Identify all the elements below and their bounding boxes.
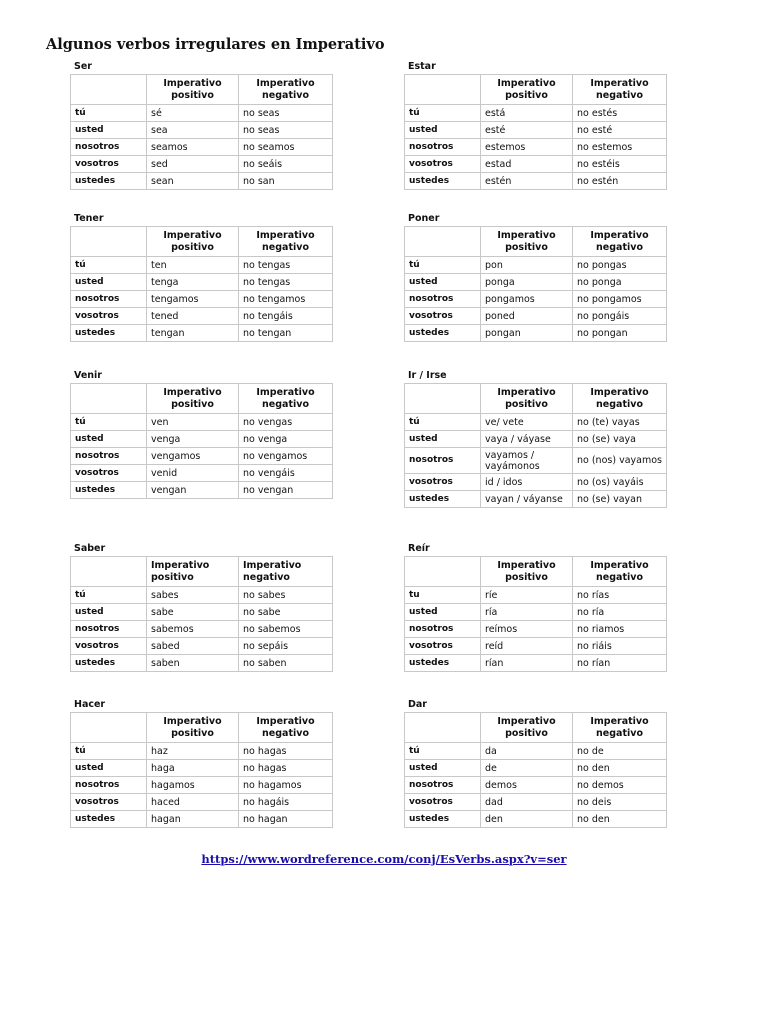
pronoun-cell: vosotros — [405, 638, 481, 655]
header-positive: Imperativo positivo — [481, 557, 573, 587]
header-positive: Imperativo positivo — [147, 227, 239, 257]
pronoun-cell: ustedes — [71, 173, 147, 190]
negative-form-cell: no hagan — [239, 811, 333, 828]
header-positive: Imperativo positivo — [481, 384, 573, 414]
header-empty-cell — [405, 227, 481, 257]
positive-form-cell: tenga — [147, 274, 239, 291]
table-row — [405, 638, 667, 655]
pronoun-cell: vosotros — [71, 308, 147, 325]
header-empty-cell — [405, 75, 481, 105]
header-negative: Imperativo negativo — [573, 75, 667, 105]
pronoun-cell: tú — [405, 743, 481, 760]
table-row — [71, 482, 333, 499]
table-row — [71, 448, 333, 465]
header-negative: Imperativo negativo — [239, 384, 333, 414]
positive-form-cell: reímos — [481, 621, 573, 638]
table-row — [405, 257, 667, 274]
pronoun-cell: vosotros — [71, 638, 147, 655]
table-row — [71, 431, 333, 448]
table-row — [71, 139, 333, 156]
negative-form-cell: no saben — [239, 655, 333, 672]
conjugation-table — [404, 556, 667, 672]
negative-form-cell: no esté — [573, 122, 667, 139]
positive-form-cell: vayan / váyanse — [481, 491, 573, 508]
pronoun-cell: tú — [71, 587, 147, 604]
positive-form-cell: hagan — [147, 811, 239, 828]
pronoun-cell: ustedes — [405, 655, 481, 672]
page-title: Algunos verbos irregulares en Imperativo — [46, 36, 385, 53]
header-negative: Imperativo negativo — [573, 384, 667, 414]
table-row — [405, 308, 667, 325]
verb-name: Estar — [408, 61, 436, 72]
pronoun-cell: usted — [71, 431, 147, 448]
positive-form-cell: venid — [147, 465, 239, 482]
pronoun-cell: nosotros — [71, 621, 147, 638]
verb-name: Tener — [74, 213, 104, 224]
table-row — [405, 325, 667, 342]
header-negative: Imperativo negativo — [573, 227, 667, 257]
negative-form-cell: no sabe — [239, 604, 333, 621]
negative-form-cell: no de — [573, 743, 667, 760]
pronoun-cell: nosotros — [405, 291, 481, 308]
pronoun-cell: tú — [405, 257, 481, 274]
positive-form-cell: sed — [147, 156, 239, 173]
verb-name: Ir / Irse — [408, 370, 447, 381]
header-positive: Imperativo positivo — [147, 384, 239, 414]
header-negative: Imperativo negativo — [239, 713, 333, 743]
positive-form-cell: ve/ vete — [481, 414, 573, 431]
pronoun-cell: vosotros — [405, 156, 481, 173]
header-negative: Imperativo negativo — [239, 557, 333, 587]
negative-form-cell: no tengáis — [239, 308, 333, 325]
pronoun-cell: nosotros — [71, 139, 147, 156]
negative-form-cell: no riamos — [573, 621, 667, 638]
positive-form-cell: tengan — [147, 325, 239, 342]
negative-form-cell: no hagas — [239, 743, 333, 760]
negative-form-cell: no vengamos — [239, 448, 333, 465]
table-row — [405, 474, 667, 491]
positive-form-cell: estemos — [481, 139, 573, 156]
positive-form-cell: sabed — [147, 638, 239, 655]
pronoun-cell: tú — [71, 105, 147, 122]
positive-form-cell: sea — [147, 122, 239, 139]
verb-block — [70, 369, 332, 499]
negative-form-cell: no den — [573, 760, 667, 777]
negative-form-cell: no tengamos — [239, 291, 333, 308]
positive-form-cell: haz — [147, 743, 239, 760]
verb-block — [404, 542, 666, 672]
table-header-row — [71, 227, 333, 257]
table-row — [405, 431, 667, 448]
verb-name: Saber — [74, 543, 106, 554]
negative-form-cell: no san — [239, 173, 333, 190]
pronoun-cell: nosotros — [405, 621, 481, 638]
table-header-row — [71, 557, 333, 587]
table-row — [71, 777, 333, 794]
negative-form-cell: no demos — [573, 777, 667, 794]
table-header-row — [405, 384, 667, 414]
table-header-row — [405, 227, 667, 257]
positive-form-cell: sabemos — [147, 621, 239, 638]
negative-form-cell: no seáis — [239, 156, 333, 173]
table-header-row — [405, 75, 667, 105]
pronoun-cell: vosotros — [71, 156, 147, 173]
table-row — [71, 308, 333, 325]
verb-block — [70, 698, 332, 828]
pronoun-cell: tú — [71, 257, 147, 274]
pronoun-cell: nosotros — [405, 777, 481, 794]
pronoun-cell: nosotros — [71, 291, 147, 308]
table-row — [71, 257, 333, 274]
positive-form-cell: ría — [481, 604, 573, 621]
table-row — [71, 274, 333, 291]
positive-form-cell: dad — [481, 794, 573, 811]
pronoun-cell: nosotros — [71, 777, 147, 794]
positive-form-cell: estén — [481, 173, 573, 190]
table-header-row — [405, 713, 667, 743]
pronoun-cell: usted — [71, 760, 147, 777]
header-empty-cell — [71, 75, 147, 105]
positive-form-cell: sean — [147, 173, 239, 190]
table-row — [71, 465, 333, 482]
table-row — [405, 794, 667, 811]
table-row — [405, 655, 667, 672]
positive-form-cell: saben — [147, 655, 239, 672]
negative-form-cell: no estés — [573, 105, 667, 122]
table-header-row — [405, 557, 667, 587]
table-row — [405, 139, 667, 156]
pronoun-cell: vosotros — [405, 794, 481, 811]
header-positive: Imperativo positivo — [481, 75, 573, 105]
negative-form-cell: no tengas — [239, 274, 333, 291]
negative-form-cell: no (se) vaya — [573, 431, 667, 448]
pronoun-cell: tú — [71, 414, 147, 431]
pronoun-cell: vosotros — [405, 474, 481, 491]
verb-name: Venir — [74, 370, 102, 381]
positive-form-cell: tened — [147, 308, 239, 325]
negative-form-cell: no rías — [573, 587, 667, 604]
verb-block — [404, 60, 666, 190]
positive-form-cell: poned — [481, 308, 573, 325]
positive-form-cell: sé — [147, 105, 239, 122]
pronoun-cell: usted — [405, 760, 481, 777]
verb-name: Dar — [408, 699, 427, 710]
verb-block — [404, 212, 666, 342]
negative-form-cell: no rían — [573, 655, 667, 672]
negative-form-cell: no sepáis — [239, 638, 333, 655]
negative-form-cell: no hagáis — [239, 794, 333, 811]
table-row — [405, 173, 667, 190]
negative-form-cell: no venga — [239, 431, 333, 448]
verb-name: Hacer — [74, 699, 106, 710]
header-empty-cell — [405, 713, 481, 743]
header-empty-cell — [71, 384, 147, 414]
conjugation-table — [404, 74, 667, 190]
pronoun-cell: nosotros — [71, 448, 147, 465]
negative-form-cell: no vengas — [239, 414, 333, 431]
positive-form-cell: esté — [481, 122, 573, 139]
negative-form-cell: no deis — [573, 794, 667, 811]
negative-form-cell: no estemos — [573, 139, 667, 156]
negative-form-cell: no sabemos — [239, 621, 333, 638]
pronoun-cell: vosotros — [71, 465, 147, 482]
header-empty-cell — [71, 227, 147, 257]
pronoun-cell: ustedes — [71, 811, 147, 828]
verb-name: Reír — [408, 543, 430, 554]
header-positive: Imperativo positivo — [481, 713, 573, 743]
pronoun-cell: vosotros — [71, 794, 147, 811]
header-empty-cell — [405, 557, 481, 587]
table-row — [71, 105, 333, 122]
header-negative: Imperativo negativo — [239, 227, 333, 257]
pronoun-cell: usted — [71, 604, 147, 621]
table-row — [405, 491, 667, 508]
table-row — [405, 587, 667, 604]
positive-form-cell: rían — [481, 655, 573, 672]
positive-form-cell: vaya / váyase — [481, 431, 573, 448]
pronoun-cell: ustedes — [405, 325, 481, 342]
negative-form-cell: no (os) vayáis — [573, 474, 667, 491]
header-positive: Imperativo positivo — [147, 75, 239, 105]
table-row — [71, 638, 333, 655]
negative-form-cell: no seas — [239, 105, 333, 122]
positive-form-cell: tengamos — [147, 291, 239, 308]
pronoun-cell: usted — [71, 122, 147, 139]
table-row — [71, 325, 333, 342]
negative-form-cell: no (te) vayas — [573, 414, 667, 431]
pronoun-cell: ustedes — [71, 325, 147, 342]
pronoun-cell: usted — [405, 431, 481, 448]
negative-form-cell: no pongas — [573, 257, 667, 274]
positive-form-cell: de — [481, 760, 573, 777]
table-row — [405, 274, 667, 291]
table-row — [71, 621, 333, 638]
verb-name: Poner — [408, 213, 440, 224]
verb-block — [404, 698, 666, 828]
negative-form-cell: no (se) vayan — [573, 491, 667, 508]
positive-form-cell: está — [481, 105, 573, 122]
positive-form-cell: pongan — [481, 325, 573, 342]
positive-form-cell: vengamos — [147, 448, 239, 465]
table-row — [71, 156, 333, 173]
verb-name: Ser — [74, 61, 92, 72]
positive-form-cell: sabes — [147, 587, 239, 604]
conjugation-table — [70, 712, 333, 828]
header-positive: Imperativo positivo — [481, 227, 573, 257]
header-negative: Imperativo negativo — [239, 75, 333, 105]
pronoun-cell: ustedes — [405, 491, 481, 508]
positive-form-cell: sabe — [147, 604, 239, 621]
positive-form-cell: ven — [147, 414, 239, 431]
positive-form-cell: vengan — [147, 482, 239, 499]
pronoun-cell: ustedes — [405, 811, 481, 828]
table-row — [71, 173, 333, 190]
table-row — [405, 743, 667, 760]
negative-form-cell: no tengas — [239, 257, 333, 274]
negative-form-cell: no tengan — [239, 325, 333, 342]
negative-form-cell: no vengáis — [239, 465, 333, 482]
pronoun-cell: usted — [71, 274, 147, 291]
verb-block — [70, 212, 332, 342]
pronoun-cell: usted — [405, 122, 481, 139]
table-row — [405, 105, 667, 122]
negative-form-cell: no estén — [573, 173, 667, 190]
positive-form-cell: haga — [147, 760, 239, 777]
positive-form-cell: venga — [147, 431, 239, 448]
positive-form-cell: id / idos — [481, 474, 573, 491]
verb-block — [70, 60, 332, 190]
pronoun-cell: tú — [405, 414, 481, 431]
pronoun-cell: tu — [405, 587, 481, 604]
conjugation-table — [70, 226, 333, 342]
table-row — [71, 655, 333, 672]
pronoun-cell: vosotros — [405, 308, 481, 325]
positive-form-cell: reíd — [481, 638, 573, 655]
conjugation-table — [404, 383, 667, 508]
conjugation-table — [70, 74, 333, 190]
positive-form-cell: da — [481, 743, 573, 760]
source-link[interactable]: https://www.wordreference.com/conj/EsVerbs.aspx?v=ser — [201, 852, 567, 866]
positive-form-cell: vayamos / vayámonos — [481, 448, 573, 474]
conjugation-table — [404, 226, 667, 342]
table-row — [405, 621, 667, 638]
table-row — [71, 291, 333, 308]
positive-form-cell: haced — [147, 794, 239, 811]
pronoun-cell: tú — [405, 105, 481, 122]
verb-block — [70, 542, 332, 672]
table-row — [71, 794, 333, 811]
header-empty-cell — [405, 384, 481, 414]
table-row — [71, 811, 333, 828]
negative-form-cell: no vengan — [239, 482, 333, 499]
table-row — [71, 760, 333, 777]
pronoun-cell: ustedes — [405, 173, 481, 190]
negative-form-cell: no hagas — [239, 760, 333, 777]
table-row — [71, 604, 333, 621]
positive-form-cell: ríe — [481, 587, 573, 604]
table-row — [405, 122, 667, 139]
table-row — [405, 604, 667, 621]
verb-block — [404, 369, 666, 508]
pronoun-cell: nosotros — [405, 448, 481, 474]
negative-form-cell: no sabes — [239, 587, 333, 604]
pronoun-cell: ustedes — [71, 482, 147, 499]
header-negative: Imperativo negativo — [573, 713, 667, 743]
table-row — [405, 414, 667, 431]
negative-form-cell: no seas — [239, 122, 333, 139]
pronoun-cell: usted — [405, 604, 481, 621]
table-header-row — [71, 384, 333, 414]
table-row — [71, 414, 333, 431]
table-row — [405, 777, 667, 794]
positive-form-cell: pongamos — [481, 291, 573, 308]
positive-form-cell: den — [481, 811, 573, 828]
negative-form-cell: no (nos) vayamos — [573, 448, 667, 474]
negative-form-cell: no riáis — [573, 638, 667, 655]
pronoun-cell: nosotros — [405, 139, 481, 156]
header-negative: Imperativo negativo — [573, 557, 667, 587]
negative-form-cell: no pongan — [573, 325, 667, 342]
conjugation-table — [404, 712, 667, 828]
header-empty-cell — [71, 557, 147, 587]
negative-form-cell: no estéis — [573, 156, 667, 173]
negative-form-cell: no ponga — [573, 274, 667, 291]
pronoun-cell: tú — [71, 743, 147, 760]
negative-form-cell: no seamos — [239, 139, 333, 156]
positive-form-cell: ten — [147, 257, 239, 274]
header-empty-cell — [71, 713, 147, 743]
positive-form-cell: pon — [481, 257, 573, 274]
negative-form-cell: no den — [573, 811, 667, 828]
table-header-row — [71, 713, 333, 743]
negative-form-cell: no hagamos — [239, 777, 333, 794]
table-row — [405, 156, 667, 173]
header-positive: Imperativo positivo — [147, 557, 239, 587]
conjugation-table — [70, 556, 333, 672]
conjugation-table — [70, 383, 333, 499]
table-row — [405, 448, 667, 474]
table-row — [405, 760, 667, 777]
table-row — [405, 291, 667, 308]
negative-form-cell: no pongáis — [573, 308, 667, 325]
table-row — [405, 811, 667, 828]
positive-form-cell: hagamos — [147, 777, 239, 794]
pronoun-cell: ustedes — [71, 655, 147, 672]
table-row — [71, 122, 333, 139]
table-row — [71, 587, 333, 604]
positive-form-cell: demos — [481, 777, 573, 794]
positive-form-cell: ponga — [481, 274, 573, 291]
positive-form-cell: seamos — [147, 139, 239, 156]
pronoun-cell: usted — [405, 274, 481, 291]
table-header-row — [71, 75, 333, 105]
table-row — [71, 743, 333, 760]
negative-form-cell: no ría — [573, 604, 667, 621]
positive-form-cell: estad — [481, 156, 573, 173]
negative-form-cell: no pongamos — [573, 291, 667, 308]
header-positive: Imperativo positivo — [147, 713, 239, 743]
